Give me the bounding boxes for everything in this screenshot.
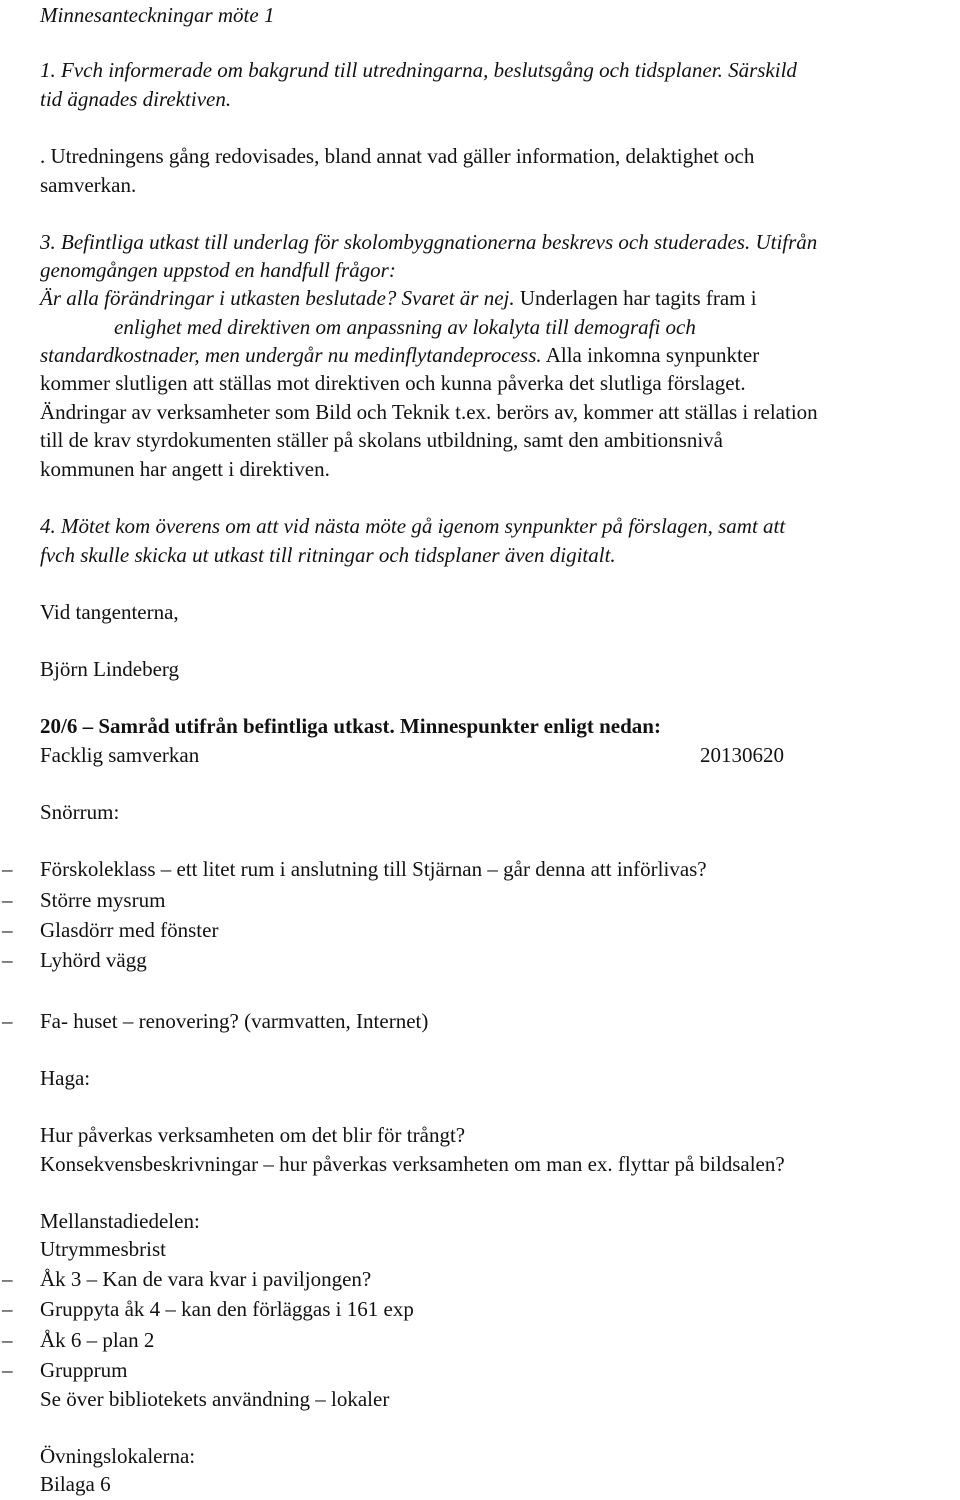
item-3-line-5 — [40, 341, 759, 369]
document-title: Minnesanteckningar möte 1 — [40, 3, 275, 27]
section-heading-rest: Minnespunkter enligt nedan: — [394, 714, 661, 738]
synpunkter-text: Alla inkomna synpunkter — [541, 343, 760, 367]
list-item: – Åk 3 – Kan de vara kvar i paviljongen? — [2, 1267, 372, 1291]
answer-text: Underlagen har tagits fram i — [514, 286, 757, 310]
mellanstadiedelen-heading: Mellanstadiedelen: — [40, 1209, 200, 1233]
dash-bullet: – — [2, 888, 13, 912]
meeting-date: 20130620 — [700, 743, 784, 767]
haga-line-2: Konsekvensbeskrivningar – hur påverkas verksamheten om man ex. flyttar på bildsalen? — [40, 1152, 785, 1176]
dash-bullet: – — [2, 1009, 13, 1033]
ovningslokalerna-sub: Bilaga 6 — [40, 1472, 111, 1496]
dash-bullet: – — [2, 1328, 13, 1352]
list-item: – Förskoleklass – ett litet rum i anslutning till Stjärnan – går denna att införlivas? — [2, 857, 707, 881]
item-2-line-2: samverkan. — [40, 173, 137, 197]
meeting-line — [40, 741, 940, 769]
item-4-line-2: fvch skulle skicka ut utkast till ritningar och tidsplaner även digitalt. — [40, 543, 616, 567]
list-item: – Glasdörr med fönster — [2, 918, 219, 942]
dash-bullet: – — [2, 1358, 13, 1382]
item-4-line-1: 4. Mötet kom överens om att vid nästa möte gå igenom synpunkter på förslagen, samt att — [40, 514, 786, 538]
list-item: – Åk 6 – plan 2 — [2, 1328, 155, 1352]
section-heading — [40, 712, 661, 740]
item-3-line-9: kommunen har angett i direktiven. — [40, 457, 330, 481]
question-text: Är alla förändringar i utkasten beslutade? Svaret är nej. — [40, 286, 515, 310]
snorrum-heading: Snörrum: — [40, 800, 120, 824]
haga-heading: Haga: — [40, 1066, 91, 1090]
item-3-line-3 — [40, 284, 757, 312]
item-3-line-7: Ändringar av verksamheter som Bild och Teknik t.ex. berörs av, kommer att ställas i relation — [40, 400, 818, 424]
dash-bullet: – — [2, 918, 13, 942]
dash-bullet: – — [2, 948, 13, 972]
item-3-line-8: till de krav styrdokumenten ställer på skolans utbildning, samt den ambitionsnivå — [40, 428, 723, 452]
signoff: Vid tangenterna, — [40, 600, 179, 624]
mellanstadiedelen-trailing: Se över bibliotekets användning – lokaler — [40, 1387, 390, 1411]
fa-huset-text: Fa- huset – renovering? (varmvatten, Internet) — [40, 1009, 429, 1033]
ovningslokalerna-heading: Övningslokalerna: — [40, 1444, 196, 1468]
dash-bullet: – — [2, 1267, 13, 1291]
haga-line-1: Hur påverkas verksamheten om det blir för trångt? — [40, 1123, 466, 1147]
section-heading-date: 20/6 – Samråd utifrån befintliga utkast. — [40, 714, 395, 738]
dash-bullet: – — [2, 1297, 13, 1321]
dash-bullet: – — [2, 857, 13, 881]
list-item — [2, 1007, 429, 1035]
list-item: – Större mysrum — [2, 888, 166, 912]
meeting-name: Facklig samverkan — [40, 743, 200, 767]
item-3-line-4: enlighet med direktiven om anpassning av lokalyta till demografi och — [114, 315, 696, 339]
item-3-line-6: kommer slutligen att ställas mot direktiven och kunna påverka det slutliga förslaget. — [40, 371, 746, 395]
process-text: standardkostnader, men undergår nu medinflytandeprocess. — [40, 343, 542, 367]
item-3-line-1: 3. Befintliga utkast till underlag för skolombyggnationerna beskrevs och studerades. Utifrån — [40, 230, 818, 254]
list-item: – Lyhörd vägg — [2, 948, 147, 972]
item-2-line-1: . Utredningens gång redovisades, bland annat vad gäller information, delaktighet och — [40, 144, 755, 168]
mellanstadiedelen-sub: Utrymmesbrist — [40, 1237, 166, 1261]
author-name: Björn Lindeberg — [40, 657, 180, 681]
list-item: – Grupprum — [2, 1358, 128, 1382]
item-1-line-2: tid ägnades direktiven. — [40, 87, 232, 111]
item-1-line-1: 1. Fvch informerade om bakgrund till utredningarna, beslutsgång och tidsplaner. Särskild — [40, 58, 797, 82]
list-item: – Gruppyta åk 4 – kan den förläggas i 161 exp — [2, 1297, 414, 1321]
item-3-line-2: genomgången uppstod en handfull frågor: — [40, 258, 396, 282]
